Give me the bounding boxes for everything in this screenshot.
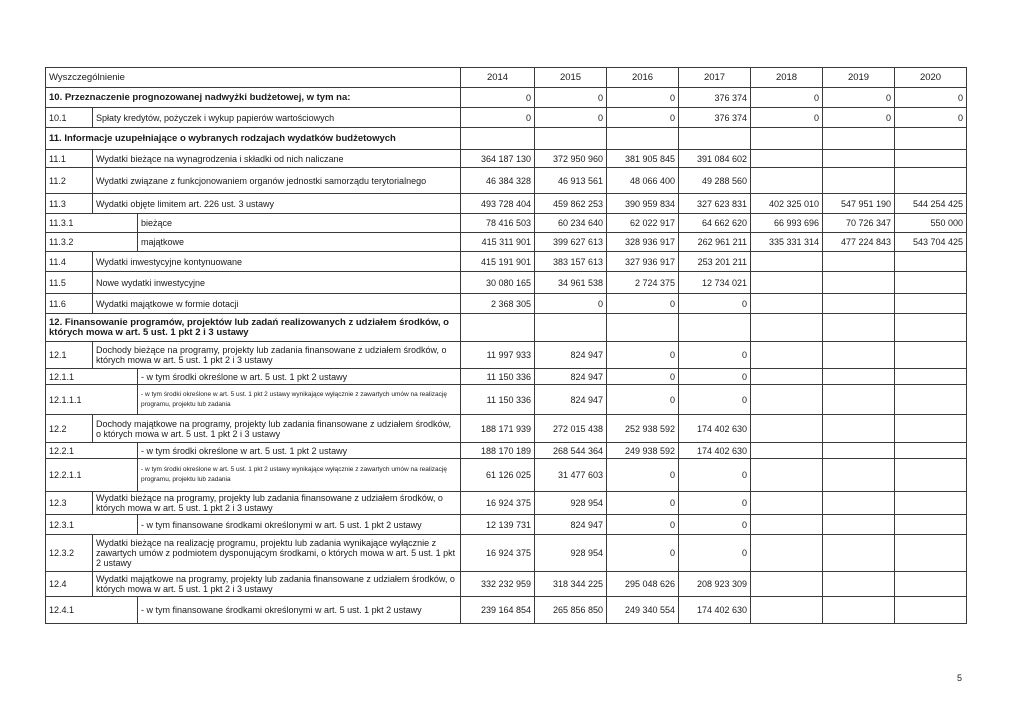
value-cell: 66 993 696 — [751, 214, 823, 233]
value-cell: 928 954 — [535, 535, 607, 572]
row-description: Wydatki objęte limitem art. 226 ust. 3 ustawy — [93, 194, 461, 214]
value-cell: 544 254 425 — [895, 194, 967, 214]
empty-cell — [751, 128, 823, 150]
section-row — [46, 314, 967, 342]
value-cell: 62 022 917 — [607, 214, 679, 233]
row-code: 11.4 — [46, 252, 93, 272]
value-cell — [823, 369, 895, 385]
value-cell — [751, 443, 823, 459]
row-description: Wydatki związane z funkcjonowaniem organów jednostki samorządu terytorialnego — [93, 168, 461, 194]
value-cell: 11 150 336 — [461, 369, 535, 385]
row-description: - w tym środki określone w art. 5 ust. 1 pkt 2 ustawy — [138, 369, 461, 385]
header-cell: 2017 — [679, 68, 751, 88]
value-cell: 0 — [679, 535, 751, 572]
value-cell: 249 340 554 — [607, 597, 679, 624]
section-row — [46, 88, 967, 108]
table-row — [46, 515, 967, 535]
value-cell: 0 — [679, 492, 751, 515]
value-cell: 188 171 939 — [461, 415, 535, 443]
value-cell — [895, 597, 967, 624]
value-cell: 70 726 347 — [823, 214, 895, 233]
value-cell: 61 126 025 — [461, 459, 535, 492]
value-cell — [895, 272, 967, 294]
section-heading: 12. Finansowanie programów, projektów lub zadań realizowanych z udziałem środków, o których mowa w art. 5 ust. 1 pkt 2 i 3 ustawy — [46, 314, 461, 342]
row-code: 12.3 — [46, 492, 93, 515]
value-cell — [823, 150, 895, 168]
value-cell: 34 961 538 — [535, 272, 607, 294]
value-cell: 335 331 314 — [751, 233, 823, 252]
row-code: 12.3.2 — [46, 535, 93, 572]
value-cell: 295 048 626 — [607, 572, 679, 597]
value-cell: 174 402 630 — [679, 597, 751, 624]
table-row — [46, 535, 967, 572]
value-cell: 0 — [607, 515, 679, 535]
table-row — [46, 385, 967, 415]
value-cell: 265 856 850 — [535, 597, 607, 624]
value-cell: 0 — [535, 88, 607, 108]
row-description: - w tym środki określone w art. 5 ust. 1 pkt 2 ustawy — [138, 443, 461, 459]
table-row — [46, 294, 967, 314]
value-cell: 11 150 336 — [461, 385, 535, 415]
row-code: 12.2.1.1 — [46, 459, 138, 492]
value-cell — [751, 459, 823, 492]
value-cell — [751, 272, 823, 294]
value-cell — [823, 415, 895, 443]
value-cell: 268 544 364 — [535, 443, 607, 459]
value-cell — [751, 252, 823, 272]
table-row — [46, 459, 967, 492]
header-cell: 2015 — [535, 68, 607, 88]
value-cell: 208 923 309 — [679, 572, 751, 597]
value-cell: 0 — [607, 459, 679, 492]
value-cell: 174 402 630 — [679, 443, 751, 459]
value-cell: 415 191 901 — [461, 252, 535, 272]
empty-cell — [679, 128, 751, 150]
row-code: 12.1.1 — [46, 369, 138, 385]
table-row — [46, 342, 967, 369]
value-cell: 402 325 010 — [751, 194, 823, 214]
row-code: 11.3 — [46, 194, 93, 214]
value-cell — [823, 294, 895, 314]
value-cell — [751, 415, 823, 443]
value-cell: 60 234 640 — [535, 214, 607, 233]
value-cell — [751, 515, 823, 535]
value-cell — [823, 492, 895, 515]
value-cell: 239 164 854 — [461, 597, 535, 624]
value-cell: 0 — [679, 342, 751, 369]
header-cell: Wyszczególnienie — [46, 68, 461, 88]
value-cell: 11 997 933 — [461, 342, 535, 369]
header-cell: 2016 — [607, 68, 679, 88]
value-cell — [751, 369, 823, 385]
table-row — [46, 214, 967, 233]
value-cell: 383 157 613 — [535, 252, 607, 272]
value-cell — [751, 597, 823, 624]
empty-cell — [679, 314, 751, 342]
row-description: Dochody majątkowe na programy, projekty lub zadania finansowane z udziałem środków, o których mowa w art. 5 ust. 1 pkt 2 i 3 ustawy — [93, 415, 461, 443]
value-cell: 824 947 — [535, 342, 607, 369]
value-cell: 16 924 375 — [461, 535, 535, 572]
row-description: bieżące — [138, 214, 461, 233]
value-cell — [823, 535, 895, 572]
value-cell: 328 936 917 — [607, 233, 679, 252]
value-cell: 16 924 375 — [461, 492, 535, 515]
value-cell: 364 187 130 — [461, 150, 535, 168]
value-cell: 0 — [679, 369, 751, 385]
header-cell: 2018 — [751, 68, 823, 88]
value-cell: 318 344 225 — [535, 572, 607, 597]
value-cell — [751, 385, 823, 415]
empty-cell — [461, 128, 535, 150]
row-description: - w tym finansowane środkami określonymi w art. 5 ust. 1 pkt 2 ustawy — [138, 597, 461, 624]
table-row — [46, 168, 967, 194]
value-cell — [823, 459, 895, 492]
value-cell: 0 — [607, 88, 679, 108]
value-cell: 376 374 — [679, 88, 751, 108]
row-code: 12.1 — [46, 342, 93, 369]
row-description: Wydatki majątkowe w formie dotacji — [93, 294, 461, 314]
value-cell: 824 947 — [535, 385, 607, 415]
value-cell: 0 — [679, 294, 751, 314]
row-description: Wydatki bieżące na programy, projekty lub zadania finansowane z udziałem środków, o których mowa w art. 5 ust. 1 pkt 2 i 3 ustawy — [93, 492, 461, 515]
value-cell — [895, 294, 967, 314]
value-cell — [895, 369, 967, 385]
section-heading: 11. Informacje uzupełniające o wybranych rodzajach wydatków budżetowych — [46, 128, 461, 150]
value-cell: 0 — [679, 385, 751, 415]
empty-cell — [751, 314, 823, 342]
row-code: 12.2 — [46, 415, 93, 443]
row-description: - w tym finansowane środkami określonymi w art. 5 ust. 1 pkt 2 ustawy — [138, 515, 461, 535]
value-cell: 0 — [823, 108, 895, 128]
value-cell: 64 662 620 — [679, 214, 751, 233]
value-cell: 0 — [607, 492, 679, 515]
value-cell — [895, 492, 967, 515]
row-description: Spłaty kredytów, pożyczek i wykup papierów wartościowych — [93, 108, 461, 128]
value-cell — [823, 443, 895, 459]
row-code: 11.3.2 — [46, 233, 138, 252]
row-code: 12.2.1 — [46, 443, 138, 459]
value-cell: 12 139 731 — [461, 515, 535, 535]
table-row — [46, 194, 967, 214]
budget-forecast-table — [45, 67, 967, 624]
value-cell: 31 477 603 — [535, 459, 607, 492]
empty-cell — [823, 128, 895, 150]
row-description: Wydatki inwestycyjne kontynuowane — [93, 252, 461, 272]
value-cell: 0 — [607, 108, 679, 128]
value-cell — [823, 272, 895, 294]
value-cell — [751, 535, 823, 572]
value-cell: 48 066 400 — [607, 168, 679, 194]
row-description: majątkowe — [138, 233, 461, 252]
value-cell: 2 368 305 — [461, 294, 535, 314]
row-description: Wydatki bieżące na realizację programu, projektu lub zadania wynikające wyłącznie z zawartych umów z podmiotem dysponującym środkami, o których mowa w art. 5 ust. 1 pkt 2 ustawy — [93, 535, 461, 572]
table-row — [46, 492, 967, 515]
empty-cell — [535, 314, 607, 342]
empty-cell — [823, 314, 895, 342]
row-description: Wydatki majątkowe na programy, projekty lub zadania finansowane z udziałem środków, o których mowa w art. 5 ust. 1 pkt 2 i 3 ustawy — [93, 572, 461, 597]
value-cell: 327 623 831 — [679, 194, 751, 214]
value-cell: 550 000 — [895, 214, 967, 233]
row-code: 11.5 — [46, 272, 93, 294]
value-cell: 0 — [535, 108, 607, 128]
empty-cell — [461, 314, 535, 342]
value-cell: 0 — [461, 88, 535, 108]
value-cell — [751, 342, 823, 369]
value-cell: 249 938 592 — [607, 443, 679, 459]
table-row — [46, 272, 967, 294]
value-cell: 928 954 — [535, 492, 607, 515]
value-cell: 49 288 560 — [679, 168, 751, 194]
value-cell — [895, 168, 967, 194]
row-description: Dochody bieżące na programy, projekty lub zadania finansowane z udziałem środków, o których mowa w art. 5 ust. 1 pkt 2 i 3 ustawy — [93, 342, 461, 369]
value-cell: 376 374 — [679, 108, 751, 128]
row-code: 10.1 — [46, 108, 93, 128]
value-cell — [823, 252, 895, 272]
row-code: 12.3.1 — [46, 515, 138, 535]
table-row — [46, 252, 967, 272]
value-cell — [751, 168, 823, 194]
header-cell: 2019 — [823, 68, 895, 88]
value-cell: 0 — [607, 369, 679, 385]
value-cell: 0 — [607, 294, 679, 314]
value-cell: 0 — [895, 88, 967, 108]
value-cell — [823, 168, 895, 194]
value-cell: 459 862 253 — [535, 194, 607, 214]
empty-cell — [535, 128, 607, 150]
table-row — [46, 597, 967, 624]
row-code: 12.1.1.1 — [46, 385, 138, 415]
document-page — [45, 67, 967, 624]
value-cell: 0 — [461, 108, 535, 128]
value-cell: 78 416 503 — [461, 214, 535, 233]
value-cell: 332 232 959 — [461, 572, 535, 597]
row-description: Wydatki bieżące na wynagrodzenia i składki od nich naliczane — [93, 150, 461, 168]
value-cell: 493 728 404 — [461, 194, 535, 214]
value-cell — [751, 294, 823, 314]
value-cell — [895, 415, 967, 443]
value-cell — [895, 443, 967, 459]
value-cell: 391 084 602 — [679, 150, 751, 168]
row-code: 11.2 — [46, 168, 93, 194]
value-cell: 0 — [607, 535, 679, 572]
page-number: 5 — [957, 673, 963, 683]
value-cell: 0 — [895, 108, 967, 128]
value-cell: 477 224 843 — [823, 233, 895, 252]
value-cell: 188 170 189 — [461, 443, 535, 459]
value-cell: 0 — [679, 515, 751, 535]
row-code: 12.4 — [46, 572, 93, 597]
value-cell: 252 938 592 — [607, 415, 679, 443]
value-cell: 0 — [535, 294, 607, 314]
header-row — [46, 68, 967, 88]
value-cell: 372 950 960 — [535, 150, 607, 168]
header-cell: 2014 — [461, 68, 535, 88]
value-cell: 0 — [751, 108, 823, 128]
empty-cell — [895, 128, 967, 150]
value-cell — [895, 150, 967, 168]
value-cell: 12 734 021 — [679, 272, 751, 294]
value-cell: 543 704 425 — [895, 233, 967, 252]
value-cell: 46 384 328 — [461, 168, 535, 194]
value-cell — [823, 515, 895, 535]
empty-cell — [607, 314, 679, 342]
value-cell: 30 080 165 — [461, 272, 535, 294]
value-cell — [751, 572, 823, 597]
value-cell — [895, 459, 967, 492]
row-code: 11.6 — [46, 294, 93, 314]
value-cell — [895, 572, 967, 597]
value-cell — [823, 597, 895, 624]
table-row — [46, 108, 967, 128]
value-cell — [751, 492, 823, 515]
value-cell: 0 — [607, 385, 679, 415]
value-cell — [895, 342, 967, 369]
value-cell — [823, 342, 895, 369]
value-cell: 415 311 901 — [461, 233, 535, 252]
row-description: Nowe wydatki inwestycyjne — [93, 272, 461, 294]
row-code: 11.3.1 — [46, 214, 138, 233]
empty-cell — [895, 314, 967, 342]
row-code: 12.4.1 — [46, 597, 138, 624]
value-cell — [895, 535, 967, 572]
table-row — [46, 572, 967, 597]
value-cell — [823, 572, 895, 597]
value-cell: 327 936 917 — [607, 252, 679, 272]
row-code: 11.1 — [46, 150, 93, 168]
table-row — [46, 233, 967, 252]
value-cell: 2 724 375 — [607, 272, 679, 294]
value-cell — [895, 515, 967, 535]
section-row — [46, 128, 967, 150]
value-cell: 547 951 190 — [823, 194, 895, 214]
header-cell: 2020 — [895, 68, 967, 88]
row-description: - w tym środki określone w art. 5 ust. 1 pkt 2 ustawy wynikające wyłącznie z zawartych umów na realizację programu, projektu lub zadania — [138, 459, 461, 492]
value-cell: 0 — [823, 88, 895, 108]
value-cell — [823, 385, 895, 415]
value-cell: 46 913 561 — [535, 168, 607, 194]
value-cell: 381 905 845 — [607, 150, 679, 168]
table-row — [46, 415, 967, 443]
value-cell: 390 959 834 — [607, 194, 679, 214]
value-cell: 399 627 613 — [535, 233, 607, 252]
table-row — [46, 443, 967, 459]
section-heading: 10. Przeznaczenie prognozowanej nadwyżki budżetowej, w tym na: — [46, 88, 461, 108]
value-cell — [895, 385, 967, 415]
value-cell: 262 961 211 — [679, 233, 751, 252]
value-cell: 253 201 211 — [679, 252, 751, 272]
value-cell: 0 — [607, 342, 679, 369]
row-description: - w tym środki określone w art. 5 ust. 1 pkt 2 ustawy wynikające wyłącznie z zawartych umów na realizację programu, projektu lub zadania — [138, 385, 461, 415]
value-cell: 0 — [679, 459, 751, 492]
table-row — [46, 369, 967, 385]
value-cell: 824 947 — [535, 515, 607, 535]
table-row — [46, 150, 967, 168]
value-cell: 824 947 — [535, 369, 607, 385]
value-cell: 174 402 630 — [679, 415, 751, 443]
value-cell — [751, 150, 823, 168]
value-cell: 0 — [751, 88, 823, 108]
empty-cell — [607, 128, 679, 150]
value-cell — [895, 252, 967, 272]
value-cell: 272 015 438 — [535, 415, 607, 443]
